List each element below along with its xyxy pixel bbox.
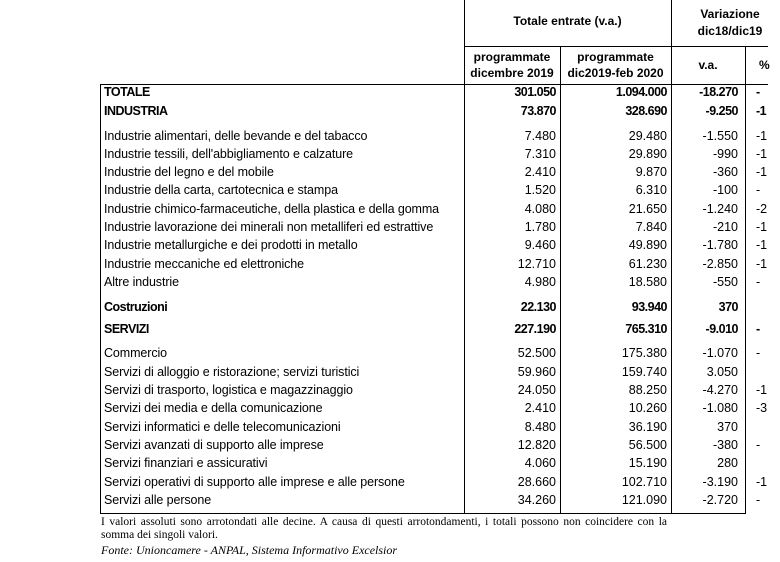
table-row (0, 419, 768, 437)
header-col1-line1: programmate (473, 50, 551, 64)
variation-absolute: -2.720 (702, 493, 738, 507)
variation-absolute: -9.250 (705, 104, 738, 118)
value-dec-2019: 52.500 (517, 346, 556, 360)
value-dec2019-feb2020: 328.690 (625, 104, 667, 118)
table-row (0, 182, 768, 200)
row-label: Servizi dei media e della comunicazione (104, 401, 323, 415)
row-label: INDUSTRIA (104, 104, 168, 118)
variation-absolute: -1.070 (702, 346, 738, 360)
table-bottom-rule (100, 513, 746, 514)
variation-percent: - (756, 346, 761, 360)
table-row (0, 274, 768, 292)
header-col2-line2: dic2019-feb 2020 (567, 66, 664, 80)
variation-absolute: -3.190 (702, 475, 738, 489)
value-dec2019-feb2020: 18.580 (628, 275, 667, 289)
variation-percent: -1 (756, 165, 768, 179)
table-row (0, 382, 768, 400)
table-row (0, 237, 768, 255)
table-row (0, 219, 768, 237)
value-dec2019-feb2020: 102.710 (621, 475, 667, 489)
value-dec2019-feb2020: 1.094.000 (615, 85, 667, 99)
value-dec2019-feb2020: 36.190 (628, 420, 667, 434)
variation-absolute: -360 (712, 165, 738, 179)
value-dec-2019: 301.050 (514, 85, 556, 99)
value-dec-2019: 28.660 (517, 475, 556, 489)
value-dec2019-feb2020: 6.310 (635, 183, 667, 197)
row-label: Servizi di trasporto, logistica e magazzinaggio (104, 383, 353, 397)
value-dec2019-feb2020: 21.650 (628, 202, 667, 216)
value-dec-2019: 24.050 (517, 383, 556, 397)
value-dec-2019: 1.520 (524, 183, 556, 197)
table-row (0, 201, 768, 219)
variation-absolute: -1.240 (702, 202, 738, 216)
variation-absolute: 280 (717, 456, 738, 470)
value-dec-2019: 227.190 (514, 322, 556, 336)
variation-percent: - (756, 183, 761, 197)
row-label: Industrie metallurgiche e dei prodotti in metallo (104, 238, 358, 252)
row-label: Servizi avanzati di supporto alle imprese (104, 438, 324, 452)
value-dec2019-feb2020: 7.840 (635, 220, 667, 234)
value-dec-2019: 34.260 (517, 493, 556, 507)
row-label: Industrie alimentari, delle bevande e del tabacco (104, 129, 368, 143)
row-label: SERVIZI (104, 322, 149, 336)
value-dec-2019: 7.310 (524, 147, 556, 161)
table-row (0, 146, 768, 164)
value-dec2019-feb2020: 56.500 (628, 438, 667, 452)
table-row (0, 364, 768, 382)
table-row (0, 103, 768, 121)
row-label: Industrie della carta, cartotecnica e stampa (104, 183, 338, 197)
header-col2-line1: programmate (577, 50, 654, 64)
value-dec2019-feb2020: 49.890 (628, 238, 667, 252)
row-label: Commercio (104, 346, 167, 360)
table-row (0, 400, 768, 418)
value-dec-2019: 2.410 (524, 401, 556, 415)
row-label: Altre industrie (104, 275, 179, 289)
header-col3: v.a. (698, 58, 718, 72)
table-row (0, 437, 768, 455)
variation-absolute: -550 (712, 275, 738, 289)
source-note: Fonte: Unioncamere - ANPAL, Sistema Informativo Excelsior (101, 543, 398, 557)
value-dec-2019: 8.480 (524, 420, 556, 434)
table-row (0, 299, 768, 317)
variation-absolute: -100 (712, 183, 738, 197)
row-label: Industrie meccaniche ed elettroniche (104, 257, 304, 271)
variation-percent: -1 (756, 129, 768, 143)
variation-absolute: -9.010 (705, 322, 738, 336)
variation-percent: -1 (756, 383, 768, 397)
variation-absolute: -2.850 (702, 257, 738, 271)
row-label: Servizi finanziari e assicurativi (104, 456, 268, 470)
value-dec2019-feb2020: 15.190 (628, 456, 667, 470)
value-dec2019-feb2020: 29.890 (628, 147, 667, 161)
table-row (0, 321, 768, 339)
variation-percent: - (756, 322, 760, 336)
table-row (0, 474, 768, 492)
value-dec2019-feb2020: 9.870 (635, 165, 667, 179)
value-dec-2019: 12.820 (517, 438, 556, 452)
value-dec-2019: 1.780 (524, 220, 556, 234)
value-dec-2019: 73.870 (520, 104, 556, 118)
variation-percent: -1 (756, 220, 768, 234)
variation-percent: -1 (756, 475, 768, 489)
row-label: Industrie del legno e del mobile (104, 165, 274, 179)
row-label: Servizi informatici e delle telecomunicazioni (104, 420, 341, 434)
table-row (0, 455, 768, 473)
variation-absolute: -990 (712, 147, 738, 161)
variation-percent: - (756, 438, 761, 452)
table-row (0, 84, 768, 102)
variation-percent: -1 (756, 238, 768, 252)
variation-absolute: 370 (718, 300, 738, 314)
value-dec2019-feb2020: 10.260 (628, 401, 667, 415)
header-col1-line2: dicembre 2019 (470, 66, 554, 80)
variation-absolute: -1.080 (702, 401, 738, 415)
variation-absolute: -380 (712, 438, 738, 452)
row-label: TOTALE (104, 85, 150, 99)
table-row (0, 492, 768, 510)
value-dec-2019: 4.080 (524, 202, 556, 216)
header-total-entries: Totale entrate (v.a.) (513, 14, 622, 28)
value-dec2019-feb2020: 93.940 (631, 300, 667, 314)
variation-percent: -2 (756, 202, 768, 216)
value-dec2019-feb2020: 88.250 (628, 383, 667, 397)
table-row (0, 345, 768, 363)
value-dec2019-feb2020: 175.380 (621, 346, 667, 360)
value-dec-2019: 12.710 (517, 257, 556, 271)
row-label: Industrie lavorazione dei minerali non metalliferi ed estrattive (104, 220, 434, 234)
row-label: Industrie tessili, dell'abbigliamento e calzature (104, 147, 354, 161)
row-label: Servizi di alloggio e ristorazione; servizi turistici (104, 365, 360, 379)
variation-percent: - (756, 275, 761, 289)
variation-percent: -1 (756, 257, 768, 271)
value-dec-2019: 2.410 (524, 165, 556, 179)
variation-absolute: -1.780 (702, 238, 738, 252)
header-divider (464, 46, 768, 47)
value-dec2019-feb2020: 765.310 (625, 322, 667, 336)
variation-percent: -1 (756, 147, 768, 161)
footnote: I valori assoluti sono arrotondati alle decine. A causa di questi arrotondamenti, i totali possono non coincidere con la somma dei singoli valori. (101, 516, 667, 541)
value-dec-2019: 7.480 (524, 129, 556, 143)
table-row (0, 256, 768, 274)
header-col4: % (759, 58, 770, 72)
variation-percent: - (756, 493, 761, 507)
variation-absolute: -210 (712, 220, 738, 234)
row-label: Servizi operativi di supporto alle imprese e alle persone (104, 475, 405, 489)
table-row (0, 164, 768, 182)
row-label: Costruzioni (104, 300, 168, 314)
value-dec2019-feb2020: 159.740 (621, 365, 667, 379)
row-label: Servizi alle persone (104, 493, 212, 507)
value-dec-2019: 9.460 (524, 238, 556, 252)
variation-percent: -1 (756, 104, 767, 118)
header-variation-line1: Variazione (700, 7, 760, 21)
value-dec-2019: 59.960 (517, 365, 556, 379)
value-dec2019-feb2020: 121.090 (621, 493, 667, 507)
row-label: Industrie chimico-farmaceutiche, della plastica e della gomma (104, 202, 440, 216)
variation-absolute: 3.050 (706, 365, 738, 379)
value-dec2019-feb2020: 61.230 (628, 257, 667, 271)
variation-percent: - (756, 85, 760, 99)
variation-absolute: -18.270 (699, 85, 738, 99)
variation-absolute: 370 (717, 420, 738, 434)
header-variation-line2: dic18/dic19 (697, 24, 763, 38)
value-dec-2019: 22.130 (520, 300, 556, 314)
value-dec-2019: 4.980 (524, 275, 556, 289)
variation-absolute: -4.270 (702, 383, 738, 397)
variation-absolute: -1.550 (702, 129, 738, 143)
variation-percent: -3 (756, 401, 768, 415)
value-dec-2019: 4.060 (524, 456, 556, 470)
table-row (0, 128, 768, 146)
value-dec2019-feb2020: 29.480 (628, 129, 667, 143)
